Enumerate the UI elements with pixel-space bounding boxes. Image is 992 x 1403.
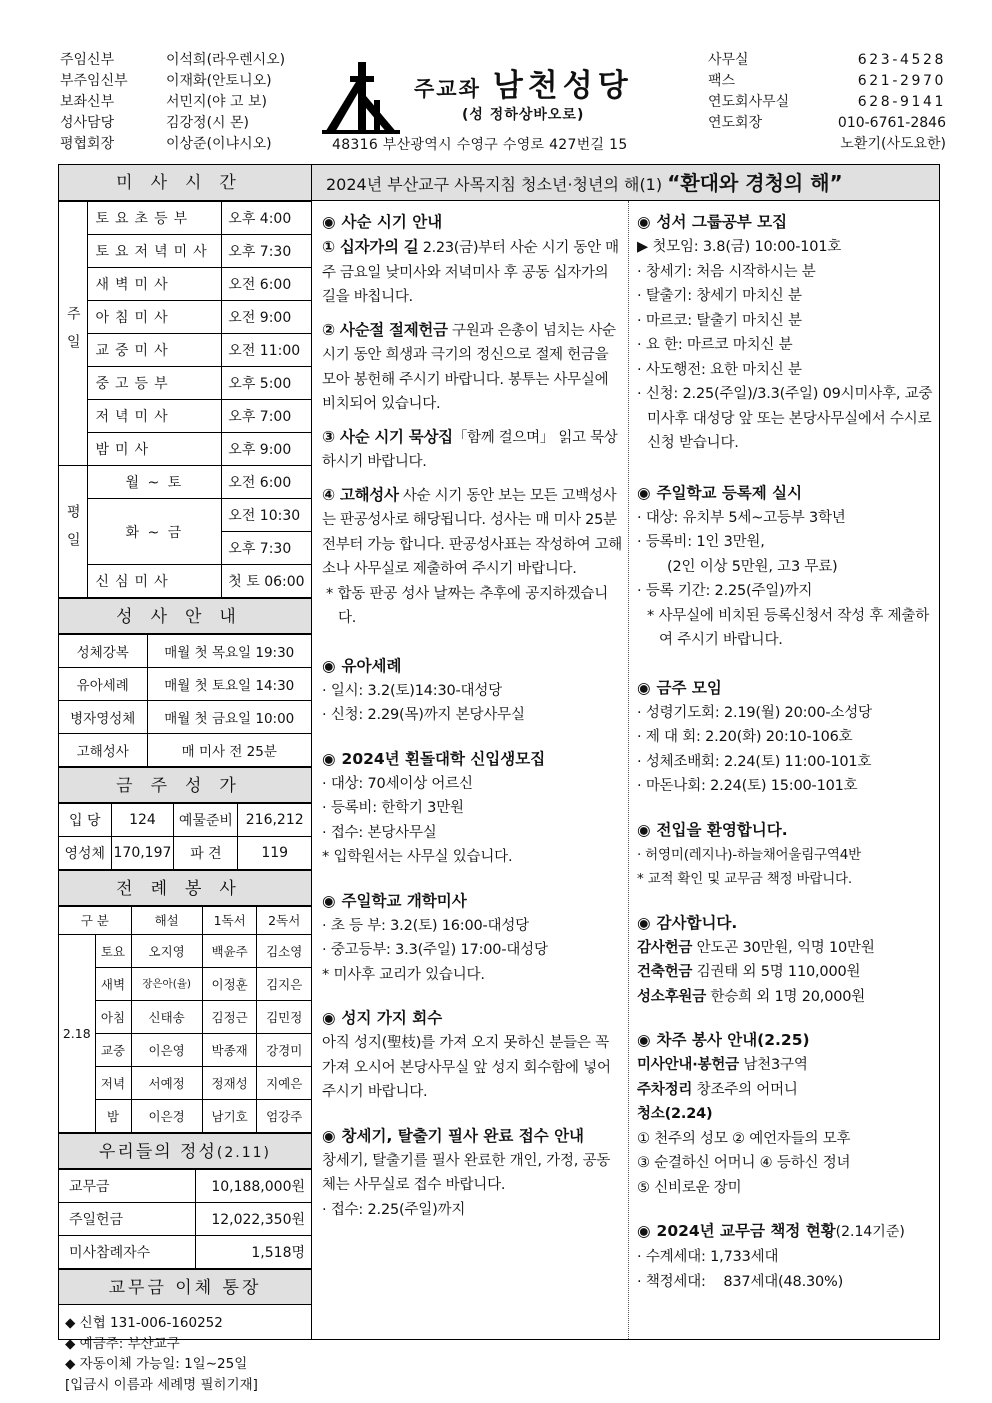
contact-row: 팩스 621-2970	[708, 73, 946, 89]
target-bullet-icon: ◉	[322, 891, 336, 910]
table-row: 고해성사 매 미사 전 25분	[59, 734, 311, 767]
contact-extra: 노환기(사도요한)	[840, 136, 946, 152]
target-bullet-icon: ◉	[637, 213, 651, 231]
lent-notice: ◉ 사순 시기 안내 ① 십자가의 길 2.23(금)부터 사순 시기 동안 매주 금요일 낮미사와 저녁미사 후 공동 십자가의 길을 바칩니다. ② 사순절 절제헌금 구원과 은총이 넘치는 사순 시기 동안 희생과 극기의 정신으로 절제 헌금을 모아 봉헌해 주시기 바랍니다. 봉투는 사무실에 비치되어 있습니다. ③ 사순 시기 묵상집「함께 걸으며」 읽고 묵상 하시기 바랍니다. ④ 고해성사 사순 시기 동안 보는 모든 고백성사는 판공성사로 해당됩니다. 성사는 매 미사 25분전부터 가능 합니다. 판공성사표는 작성하여 고해소나 사무실로 제출하여 주시기 바랍니다. * 합동 판공 성사 날짜는 추후에 공지하겠습니다.	[322, 213, 622, 626]
dues-status: ◉ 2024년 교무금 책정 현황(2.14기준) · 수계세대: 1,733세대 · 책정세대: 837세대(48.30%)	[637, 1222, 905, 1290]
right-column	[629, 201, 939, 1339]
college-notice: ◉ 2024년 횐돌대학 신입생모집 · 대상: 70세이상 어르신 · 등록비: 한학기 3만원 · 접수: 본당사무실 * 입학원서는 사무실 있습니다.	[322, 749, 546, 865]
staff-row: 부주임신부 이재화(안토니오)	[60, 73, 272, 89]
table-row: 새벽 장은아(율) 이정훈 김지은	[59, 968, 311, 1001]
table-row: 2.18 토요 오지영 백윤주 김소영	[59, 935, 311, 968]
table-row: 밤미사 오후 9:00	[59, 433, 311, 466]
table-row: 구 분 해설 1독서 2독서	[59, 907, 311, 935]
weekly-meetings: ◉ 금주 모임 · 성령기도회: 2.19(월) 20:00-소성당 · 제 대 회: 2.20(화) 20:10-106호 · 성체조배회: 2.24(토) 11:00-101호 · 마돈나회: 2.24(토) 15:00-101호	[637, 678, 872, 794]
target-bullet-icon: ◉	[322, 749, 336, 768]
target-bullet-icon: ◉	[637, 820, 651, 839]
table-row: 병자영성체 매월 첫 금요일 10:00	[59, 701, 311, 734]
church-logo-icon	[322, 56, 400, 136]
target-bullet-icon: ◉	[637, 1222, 651, 1240]
list-item: ④ 고해성사 사순 시기 동안 보는 모든 고백성사는 판공성사로 해당됩니다. 성사는 매 미사 25분전부터 가능 합니다. 판공성사표는 작성하여 고해소나 사무실로 제출하여 주시기 바랍니다.	[322, 485, 622, 577]
staff-row: 평협회장 이상준(이냐시오)	[60, 136, 272, 152]
target-bullet-icon: ◉	[322, 1009, 336, 1027]
list-item: ③ 사순 시기 묵상집「함께 걸으며」 읽고 묵상 하시기 바랍니다.	[322, 427, 618, 470]
liturgy-table	[59, 906, 311, 1133]
mass-times-heading: 미사시간	[59, 165, 311, 201]
target-bullet-icon: ◉	[637, 483, 651, 502]
pastoral-banner: 2024년 부산교구 사목지침 청소년·청년의 해(1) “환대와 경청의 해”	[312, 165, 939, 201]
bulletin-header	[60, 50, 946, 158]
staff-row: 성사담당 김강정(시 몬)	[60, 115, 249, 131]
contact-row: 연도회사무실 628-9141	[708, 94, 946, 110]
table-row: 오후 7:30	[59, 532, 311, 565]
thanks-notice: ◉ 감사합니다. 감사헌금 안도곤 30만원, 익명 10만원 건축헌금 김권태 외 5명 110,000원 성소후원금 한승희 외 1명 20,000원	[637, 913, 875, 1005]
welcome-notice: ◉ 전입을 환영합니다. · 허영미(레지나)-하늘채어울림구역4반 * 교적 확인 및 교무금 책정 바랍니다.	[637, 820, 861, 887]
bulletin-body	[58, 164, 940, 1393]
mass-times-table	[59, 201, 311, 598]
table-row: 성체강복 매월 첫 목요일 19:30	[59, 635, 311, 668]
church-title: 주교좌 남천성당	[414, 68, 633, 104]
table-row: 아침미사 오전 9:00	[59, 301, 311, 334]
table-row: 중고등부 오후 5:00	[59, 367, 311, 400]
contact-row: 사무실 623-4528	[708, 52, 946, 68]
bible-copy-notice: ◉ 창세기, 탈출기 필사 완료 접수 안내 창세기, 탈출기를 필사 완료한 개인, 가정, 공동체는 사무실로 접수 바랍니다. · 접수: 2.25(주일)까지	[322, 1126, 611, 1218]
hymn-heading: 금주성가	[59, 767, 311, 803]
target-bullet-icon: ◉	[637, 913, 651, 932]
table-row: 저녁 서예정 정재성 지예은	[59, 1067, 311, 1100]
middle-column	[312, 201, 629, 1339]
bible-study-notice: ◉ 성서 그룹공부 모집 ▶ 첫모임: 3.8(금) 10:00-101호 · 창세기: 처음 시작하시는 분 · 탈출기: 창세기 마치신 분 · 마르코: 탈출기 마치신 분 · 요 한: 마르코 마치신 분 · 사도행전: 요한 마치신 분 · 신청: 2.25(주일)/3.3(주일) 09시미사후, 교중미사후 대성당 앞 또는 본당사무실에서 수시로 신청 받습니다.	[637, 213, 933, 451]
table-row: 토요저녁미사 오후 7:30	[59, 235, 311, 268]
table-row: 새벽미사 오전 6:00	[59, 268, 311, 301]
staff-row: 주임신부 이석희(라우렌시오)	[60, 52, 286, 68]
infant-baptism-notice: ◉ 유아세례 · 일시: 3.2(토)14:30-대성당 · 신청: 2.29(목)까지 본당사무실	[322, 656, 525, 723]
weekday-label: 평일	[59, 466, 87, 598]
sunday-school-registration: ◉ 주일학교 등록제 실시 · 대상: 유치부 5세~고등부 3학년 · 등록비: 1인 3만원, (2인 이상 5만원, 고3 무료) · 등록 기간: 2.25(주일)까지 * 사무실에 비치된 등록신청서 작성 후 제출하여 주시기 바랍니다.	[637, 483, 930, 648]
table-row: 교중 이은영 박종재 강경미	[59, 1034, 311, 1067]
sacrament-heading: 성사안내	[59, 598, 311, 634]
hymn-table	[59, 803, 311, 870]
target-bullet-icon: ◉	[637, 1031, 651, 1049]
table-row: 화 ~ 금 오전 10:30	[59, 499, 311, 532]
table-row: 교중미사 오전 11:00	[59, 334, 311, 367]
table-row: 주일 토요초등부 오후 4:00	[59, 202, 311, 235]
bank-info: ◆ 신협 131-006-160252 ◆ 예금주: 부산교구 ◆ 자동이체 가능일: 1일∼25일 [입금시 이름과 세례명 필히기재]	[65, 1315, 258, 1393]
table-row: 미사참례자수 1,518명	[59, 1236, 311, 1269]
table-row: 신심미사 첫 토 06:00	[59, 565, 311, 598]
contact-list	[708, 50, 946, 155]
sunday-label: 주일	[59, 202, 87, 466]
table-row: 저녁미사 오후 7:00	[59, 400, 311, 433]
table-row: 영성체 170,197 파 견 119	[59, 837, 311, 870]
staff-list	[60, 50, 316, 155]
contact-row: 연도회장 010-6761-2846	[708, 115, 946, 131]
list-item: ② 사순절 절제헌금 구원과 은총이 넘치는 사순 시기 동안 희생과 극기의 정신으로 절제 헌금을 모아 봉헌해 주시기 바랍니다. 봉투는 사무실에 비치되어 있습니다.	[322, 320, 616, 412]
next-week-service: ◉ 차주 봉사 안내(2.25) 미사안내·봉헌금 남천3구역 주차정리 창조주의 어머니 청소(2.24) ① 천주의 성모 ② 예언자들의 모후 ③ 순결하신 어머니 ④ 등하신 정녀 ⑤ 신비로운 장미	[637, 1031, 851, 1196]
table-row: 교무금 10,188,000원	[59, 1170, 311, 1203]
target-bullet-icon: ◉	[322, 213, 336, 231]
offering-table	[59, 1169, 311, 1269]
target-bullet-icon: ◉	[322, 1126, 336, 1145]
table-row: 유아세례 매월 첫 토요일 14:30	[59, 668, 311, 701]
palm-notice: ◉ 성지 가지 회수 아직 성지(聖枝)를 가져 오지 못하신 분들은 꼭 가져 오시어 본당사무실 앞 성지 회수함에 넣어 주시기 바랍니다.	[322, 1009, 611, 1100]
target-bullet-icon: ◉	[322, 656, 336, 675]
staff-row: 보좌신부 서민지(야 고 보)	[60, 94, 267, 110]
table-row: 주일헌금 12,022,350원	[59, 1203, 311, 1236]
liturgy-heading: 전례봉사	[59, 870, 311, 906]
list-item: ① 십자가의 길 2.23(금)부터 사순 시기 동안 매주 금요일 낮미사와 저녁미사 후 공동 십자가의 길을 바칩니다.	[322, 238, 619, 305]
sacrament-table	[59, 634, 311, 767]
school-mass-notice: ◉ 주일학교 개학미사 · 초 등 부: 3.2(토) 16:00-대성당 · 중고등부: 3.3(주일) 17:00-대성당 * 미사후 교리가 있습니다.	[322, 891, 548, 983]
left-column	[59, 165, 312, 1393]
table-row: 아침 신태송 김정근 김민정	[59, 1001, 311, 1034]
offering-heading: 우리들의 정성(2.11)	[59, 1133, 311, 1169]
target-bullet-icon: ◉	[637, 678, 651, 697]
church-subtitle: (성 정하상바오로)	[462, 107, 585, 123]
table-row: 입 당 124 예물준비 216,212	[59, 804, 311, 837]
church-address: 48316 부산광역시 수영구 수영로 427번길 15	[332, 137, 628, 153]
table-row: 평일 월 ~ 토 오전 6:00	[59, 466, 311, 499]
bank-heading: 교무금 이체 통장	[59, 1269, 311, 1305]
table-row: 밤 이은경 남기호 엄강주	[59, 1100, 311, 1133]
